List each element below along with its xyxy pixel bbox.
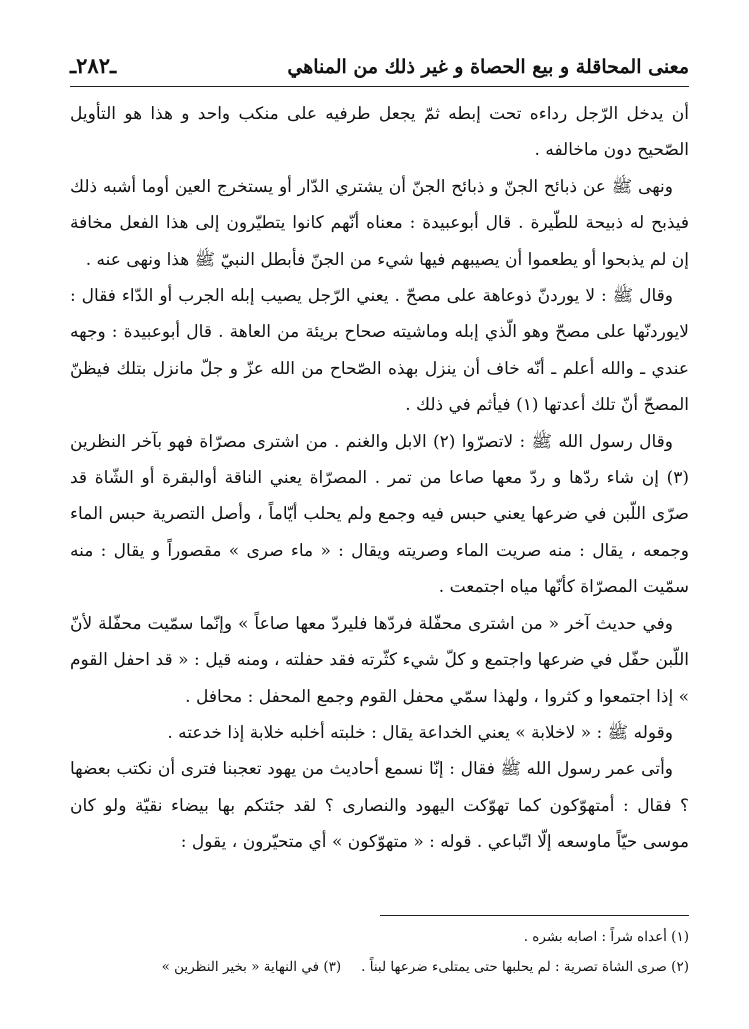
paragraph: وقال رسول الله ﷺ : لاتصرّوا (٢) الابل والغنم . من اشترى مصرّاة فهو بآخر النظرين (٣) إن شاء ردّها و ردّ معها صاعا من تمر . المصرّاة يعني الناقة أوالبقرة أو الشّاة قد صرّى اللّبن في ضرعها يعني حبس فيه وجمع ولم يحلب أيّاماً ، وأصل التصرية حبس الماء وجمعه ، يقال : منه صريت الماء وصريته ويقال : « ماء صرى » مقصوراً و يقال : منه سمّيت المصرّاة كأنّها مياه اجتمعت . — [70, 431, 689, 598]
footnote-row — [70, 952, 689, 982]
paragraph: وأتى عمر رسول الله ﷺ فقال : إنّا نسمع أحاديث من يهود تعجبنا فترى أن نكتب بعضها ؟ فقال : أمتهوّكون كما تهوّكت اليهود والنصارى ؟ لقد جئتكم بها بيضاء نقيّة ولو كان موسى حيّاً ماوسعه إلّا اتّباعي . قوله : « متهوّكون » أي متحيّرون ، يقول : — [70, 759, 689, 853]
paragraph: وقال ﷺ : لا يوردنّ ذوعاهة على مصحّ . يعني الرّجل يصيب إبله الجرب أو الدّاء فقال : لايوردنّها على مصحّ وهو الّذي إبله وماشيته صحاح بريئة من العاهة . قال أبوعبيدة : وجهه عندي ـ والله أعلم ـ أنّه خاف أن ينزل بهذه الصّحاح من الله عزّ و جلّ مانزل بتلك فيظنّ المصحّ أنّ تلك أعدتها (١) فيأثم في ذلك . — [70, 286, 689, 416]
paragraph: أن يدخل الرّجل رداءه تحت إبطه ثمّ يجعل طرفيه على منكب واحد و هذا هو التأويل الصّحيح دون ماخالفه . — [70, 104, 689, 161]
main-text — [70, 96, 689, 861]
paragraph: وفي حديث آخر « من اشترى محفّلة فردّها فليردّ معها صاعاً » وإنّما سمّيت محفّلة لأنّ اللّبن حفّل في ضرعها واجتمع و كلّ شيء كثّرته فقد حفلته ، ومنه قيل : « قد احفل القوم » إذا اجتمعوا و كثروا ، ولهذا سمّي محفل القوم وجمع المحفل : محافل . — [70, 613, 689, 707]
footnote-3: (٣) في النهاية « بخير النظرين » — [161, 959, 342, 975]
footnote-2: (٢) صرى الشاة تصرية : لم يحلبها حتى يمتلىء ضرعها لبناً . — [361, 959, 689, 975]
paragraph: وقوله ﷺ : « لاخلابة » يعني الخداعة يقال : خلبته أخلبه خلابة إذا خدعته . — [167, 722, 673, 743]
page-number: ـ٢٨٢ـ — [70, 53, 117, 78]
footnotes — [70, 922, 689, 982]
page-header — [70, 38, 689, 78]
footnote-1: (١) أعداه شراً : اصابه بشره . — [523, 929, 689, 945]
paragraph: ونهى ﷺ عن ذبائح الجنّ و ذبائح الجنّ أن يشتري الدّار أو يستخرج العين أوما أشبه ذلك فيذبح له ذبيحة للطّيرة . قال أبوعبيدة : معناه أنّهم كانوا يتطيّرون إلى هذا الفعل مخافة إن لم يذبحوا أو يطعموا أن يصيبهم فيها شيء من الجنّ فأبطل النبيّ ﷺ هذا ونهى عنه . — [70, 176, 690, 270]
running-title: معنى المحاقلة و بيع الحصاة و غير ذلك من المناهي — [287, 56, 689, 78]
footnote-rule — [380, 915, 689, 916]
header-rule — [70, 86, 689, 87]
